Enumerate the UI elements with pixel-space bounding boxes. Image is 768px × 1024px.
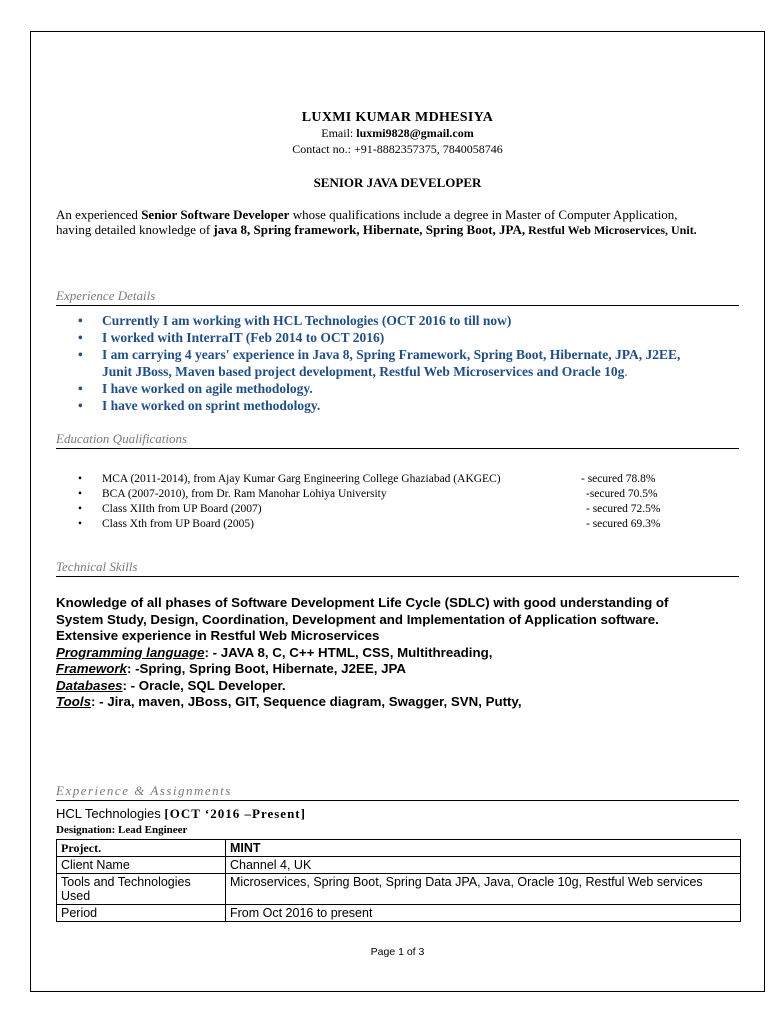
bullet-icon: • bbox=[78, 330, 83, 345]
table-cell-label: Tools and Technologies Used bbox=[57, 874, 226, 905]
list-item bbox=[76, 312, 680, 329]
company-name: HCL Technologies bbox=[56, 806, 165, 821]
education-item-text: MCA (2011-2014), from Ajay Kumar Garg Engineering College Ghaziabad (AKGEC) bbox=[102, 473, 501, 485]
education-score: - secured 69.3% bbox=[586, 518, 661, 530]
candidate-name: LUXMI KUMAR MDHESIYA bbox=[301, 110, 494, 125]
table-row bbox=[57, 905, 741, 922]
education-score: - secured 72.5% bbox=[586, 503, 661, 515]
education-list bbox=[76, 472, 696, 532]
table-cell-label: Client Name bbox=[57, 857, 226, 874]
summary-bold-role: Senior Software Developer bbox=[141, 207, 290, 222]
education-score: -secured 70.5% bbox=[586, 488, 658, 500]
project-table bbox=[56, 839, 741, 922]
databases-line bbox=[56, 678, 668, 695]
summary-bold-skills-2: Restful Web Microservices, Unit. bbox=[525, 223, 697, 237]
education-item-text: BCA (2007-2010), from Dr. Ram Manohar Lohiya University bbox=[102, 488, 387, 500]
technical-skills-heading: Technical Skills bbox=[56, 559, 739, 577]
experience-list bbox=[76, 312, 680, 414]
table-row bbox=[57, 857, 741, 874]
table-cell-value: Microservices, Spring Boot, Spring Data JPA, Java, Oracle 10g, Restful Web services bbox=[226, 874, 741, 905]
table-row bbox=[57, 874, 741, 905]
bullet-icon: • bbox=[78, 488, 83, 500]
skill-value: : - JAVA 8, C, C++ HTML, CSS, Multithreading, bbox=[204, 644, 493, 660]
skill-label: Framework bbox=[56, 661, 127, 676]
experience-assignments-heading: Experience & Assignments bbox=[56, 783, 739, 801]
education-item-text: Class XIIth from UP Board (2007) bbox=[102, 503, 262, 515]
skills-line: Extensive experience in Restful Web Microservices bbox=[56, 628, 380, 643]
list-item bbox=[76, 346, 680, 380]
skill-label: Programming language bbox=[56, 644, 205, 660]
summary-paragraph bbox=[56, 207, 706, 238]
bullet-icon: • bbox=[78, 473, 83, 485]
experience-item-text: I worked with InterraIT (Feb 2014 to OCT 2016) bbox=[102, 330, 385, 345]
table-cell-label: Period bbox=[57, 905, 226, 922]
email-address[interactable]: luxmi9828@gmail.com bbox=[356, 126, 474, 140]
experience-item-text: Currently I am working with HCL Technologies (OCT 2016 to till now) bbox=[102, 313, 512, 328]
bullet-icon: • bbox=[78, 381, 83, 396]
designation: Designation: Lead Engineer bbox=[56, 824, 188, 836]
table-cell-value: MINT bbox=[226, 840, 741, 857]
experience-item-text: I have worked on agile methodology. bbox=[102, 381, 313, 396]
programming-language-line bbox=[56, 645, 668, 662]
bullet-icon: • bbox=[78, 503, 83, 515]
experience-item-period: . bbox=[624, 364, 628, 379]
skill-label: Databases bbox=[56, 677, 123, 693]
experience-item-text: I have worked on sprint methodology. bbox=[102, 398, 321, 413]
skills-line: System Study, Design, Coordination, Development and Implementation of Application software. bbox=[56, 611, 659, 627]
email-label: Email: bbox=[321, 126, 357, 140]
education-item-text: Class Xth from UP Board (2005) bbox=[102, 518, 254, 530]
job-title: SENIOR JAVA DEVELOPER bbox=[313, 175, 482, 190]
list-item bbox=[76, 397, 680, 414]
tools-line bbox=[56, 694, 668, 711]
skill-value: : - Oracle, SQL Developer. bbox=[122, 677, 286, 693]
email-line bbox=[31, 126, 764, 141]
bullet-icon: • bbox=[78, 347, 83, 362]
resume-page bbox=[30, 31, 765, 992]
skills-line: Knowledge of all phases of Software Development Life Cycle (SDLC) with good understanding of bbox=[56, 595, 669, 610]
bullet-icon: • bbox=[78, 518, 83, 530]
list-item bbox=[76, 487, 696, 502]
education-heading: Education Qualifications bbox=[56, 431, 739, 449]
framework-line bbox=[56, 661, 668, 678]
experience-item-text-cont: Junit JBoss, Maven based project development, Restful Web Microservices and Oracle 10g bbox=[102, 364, 625, 379]
list-item bbox=[76, 472, 696, 487]
page-number: Page 1 of 3 bbox=[370, 946, 425, 958]
list-item bbox=[76, 517, 696, 532]
skill-label: Tools bbox=[56, 694, 91, 709]
company-line bbox=[56, 806, 306, 822]
skill-value: : -Spring, Spring Boot, Hibernate, J2EE, JPA bbox=[126, 661, 406, 676]
summary-text-1: An experienced bbox=[56, 207, 142, 222]
list-item bbox=[76, 329, 680, 346]
table-row bbox=[57, 840, 741, 857]
bullet-icon: • bbox=[78, 313, 83, 328]
list-item bbox=[76, 502, 696, 517]
table-cell-label: Project. bbox=[57, 840, 226, 857]
experience-details-heading: Experience Details bbox=[56, 288, 739, 306]
bullet-icon: • bbox=[78, 398, 83, 413]
contact-numbers: Contact no.: +91-8882357375, 7840058746 bbox=[292, 142, 503, 156]
experience-item-text: I am carrying 4 years' experience in Java 8, Spring Framework, Spring Boot, Hibernate, JPA, J2EE, bbox=[102, 347, 681, 362]
list-item bbox=[76, 380, 680, 397]
table-cell-value: From Oct 2016 to present bbox=[226, 905, 741, 922]
company-period: [OCT ‘2016 –Present] bbox=[164, 806, 306, 821]
skill-value: : - Jira, maven, JBoss, GIT, Sequence diagram, Swagger, SVN, Putty, bbox=[90, 694, 522, 709]
summary-bold-skills: java 8, Spring framework, Hibernate, Spring Boot, JPA, bbox=[213, 222, 526, 237]
technical-skills-body bbox=[56, 595, 668, 711]
education-score: - secured 78.8% bbox=[581, 473, 656, 485]
summary-text-2: whose qualifications include a degree in Master of Computer Application, having detailed knowledge of bbox=[56, 207, 678, 237]
table-cell-value: Channel 4, UK bbox=[226, 857, 741, 874]
